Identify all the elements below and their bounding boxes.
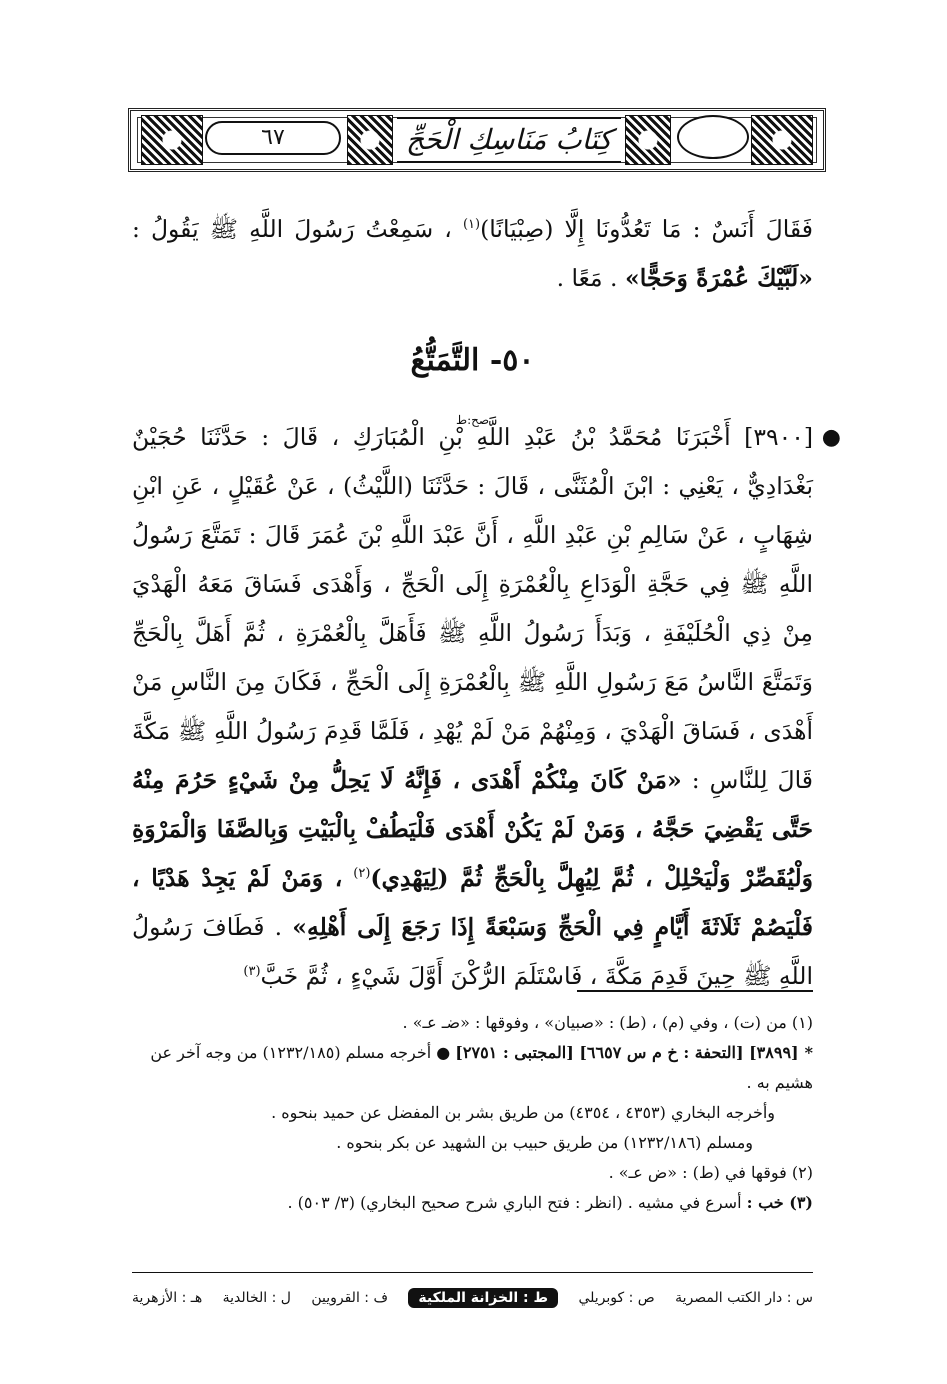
footnote-star-line2: وأخرجه البخاري (٤٣٥٣ ، ٤٣٥٤) من طريق بشر بن المفضل عن حميد بنحوه . <box>271 1103 775 1122</box>
footnote-ref[interactable]: (١) <box>462 217 481 233</box>
legend-item: ل : الخالدية <box>222 1290 291 1306</box>
footnote-ref[interactable]: (٢) <box>353 866 371 882</box>
prophet-quote: «مَنْ كَانَ مِنْكُمْ أَهْدَى ، فَإِنَّهُ لَا يَحِلُّ مِنْ شَيْءٍ حَرُمَ مِنْهُ حَتَّى يَقْضِيَ حَجَّهُ ، وَمَنْ لَمْ يَكُنْ أَهْدَى فَلْيَطُفْ بِالْبَيْتِ وَبِالصَّفَا وَالْمَرْوَةِ وَلْيُقَصِّرْ وَلْيَحْلِلْ ، ثُمَّ لِيُهِلَّ بِالْحَجِّ ثُمَّ (لِيَهْدِي) <box>132 766 813 892</box>
hadith-text: . فَطَافَ رَسُولُ اللَّهِ ﷺ حِينَ قَدِمَ مَكَّةَ ، فَاسْتَلَمَ الرُّكْنَ أَوَّلَ شَيْءٍ ، ثُمَّ خَبَّ <box>132 913 813 990</box>
footnote-2: (٢) فوقها في (ط) : «ض عـ» . <box>608 1163 813 1182</box>
ornament-icon <box>141 115 203 165</box>
ornament-icon <box>751 115 813 165</box>
footnote-star <box>132 1038 813 1098</box>
chapter-title: ٥٠- التَّمَتُّعُ <box>410 343 535 378</box>
footnote-star-line3: ومسلم (١٢٣٢/١٨٦) من طريق حبيب بن الشهيد عن بكر بنحوه . <box>336 1133 753 1152</box>
page-number: ٦٧ <box>205 121 341 155</box>
running-title: كِتَابُ مَنَاسِكِ الْحَجِّ <box>397 117 621 163</box>
intro-text: فَقَالَ أَنَسٌ : مَا تَعُدُّونَا إِلَّا (صِبْيَانًا) <box>480 215 813 243</box>
ornament-icon <box>347 115 393 165</box>
footnote-divider <box>577 990 813 992</box>
hadith-paragraph <box>132 413 841 1001</box>
footnote-1: (١) من (ت) ، وفي (م) ، (ط) : «صبيان» ، وفوقها : «ضـ عـ» . <box>402 1013 813 1032</box>
prophet-quote: ، وَمَنْ لَمْ يَجِدْ هَدْيًا ، فَلْيَصُمْ ثَلَاثَةَ أَيَّامٍ فِي الْحَجِّ وَسَبْعَةً إِذَا رَجَعَ إِلَى أَهْلِهِ» <box>132 864 813 941</box>
legend-item-highlighted: ط : الخزانة الملكية <box>408 1288 558 1308</box>
footnote-3 <box>132 1188 813 1218</box>
bullet-icon: ● <box>821 425 841 450</box>
intro-paragraph <box>132 205 813 303</box>
correction-mark: صح:ط <box>456 413 490 427</box>
legend-item: ص : كوبريلي <box>578 1290 655 1306</box>
prophet-quote: «لَبَّيْكَ عُمْرَةً وَحَجًّا» <box>625 264 813 292</box>
hadith-text: [٣٩٠٠] أَخْبَرَنَا مُحَمَّدُ بْنُ عَبْدِ اللَّهِ بْنِ الْمُبَارَكِ ، قَالَ : حَدَّثَنَا حُجَيْنٌ بَغْدَادِيٌّ ، يَعْنِي : ابْنَ الْمُثَنَّى ، قَالَ : حَدَّثَنَا (اللَّيْثُ) ، عَنْ عُقَيْلٍ ، عَنِ ابْنِ شِهَابٍ ، عَنْ سَالِمِ بْنِ عَبْدِ اللَّهِ ، أَنَّ عَبْدَ اللَّهِ بْنَ عُمَرَ قَالَ : تَمَتَّعَ رَسُولُ اللَّهِ ﷺ فِي حَجَّةِ الْوَدَاعِ بِالْعُمْرَةِ إِلَى الْحَجِّ ، وَأَهْدَى فَسَاقَ مَعَهُ الْهَدْيَ مِنْ ذِي الْحُلَيْفَةِ ، وَبَدَأَ رَسُولُ اللَّهِ ﷺ فَأَهَلَّ بِالْعُمْرَةِ ، ثُمَّ أَهَلَّ بِالْحَجِّ وَتَمَتَّعَ النَّاسُ مَعَ رَسُولِ اللَّهِ ﷺ بِالْعُمْرَةِ إِلَى الْحَجِّ ، فَكَانَ مِنَ النَّاسِ مَنْ أَهْدَى ، فَسَاقَ الْهَدْيَ ، وَمِنْهُمْ مَنْ لَمْ يُهْدِ ، فَلَمَّا قَدِمَ رَسُولُ اللَّهِ ﷺ مَكَّةَ قَالَ لِلنَّاسِ : <box>132 423 813 794</box>
star-icon: * <box>804 1043 813 1062</box>
book-seal-logo <box>677 115 749 159</box>
footnotes <box>132 1008 813 1218</box>
intro-text: ، سَمِعْتُ رَسُولَ اللَّهِ ﷺ يَقُولُ : <box>132 215 452 243</box>
footnote-term: (٣) خب : <box>746 1193 813 1212</box>
footnote-ref-bold: [٣٨٩٩] [التحفة : خ م س ٦٦٥٧] [المجتبى : ٢٧٥١] <box>455 1043 799 1062</box>
manuscript-legend <box>132 1280 813 1316</box>
main-text <box>132 205 841 1001</box>
ornament-icon <box>625 115 671 165</box>
footnote-ref[interactable]: (٣) <box>243 964 261 980</box>
footnote-text: ● أخرجه مسلم (١٢٣٢/١٨٥) من وجه آخر عن هشيم به . <box>150 1043 813 1092</box>
legend-item: هـ : الأزهرية <box>132 1290 203 1306</box>
legend-divider <box>132 1272 813 1273</box>
footnote-text: أسرع في مشيه . (انظر : فتح الباري شرح صحيح البخاري) (٣/ ٥٠٣) . <box>287 1193 742 1212</box>
legend-item: ف : القرويين <box>311 1290 388 1306</box>
legend-item: س : دار الكتب المصرية <box>675 1290 813 1306</box>
intro-text: . مَعًا . <box>556 264 618 292</box>
page-header <box>128 108 826 172</box>
